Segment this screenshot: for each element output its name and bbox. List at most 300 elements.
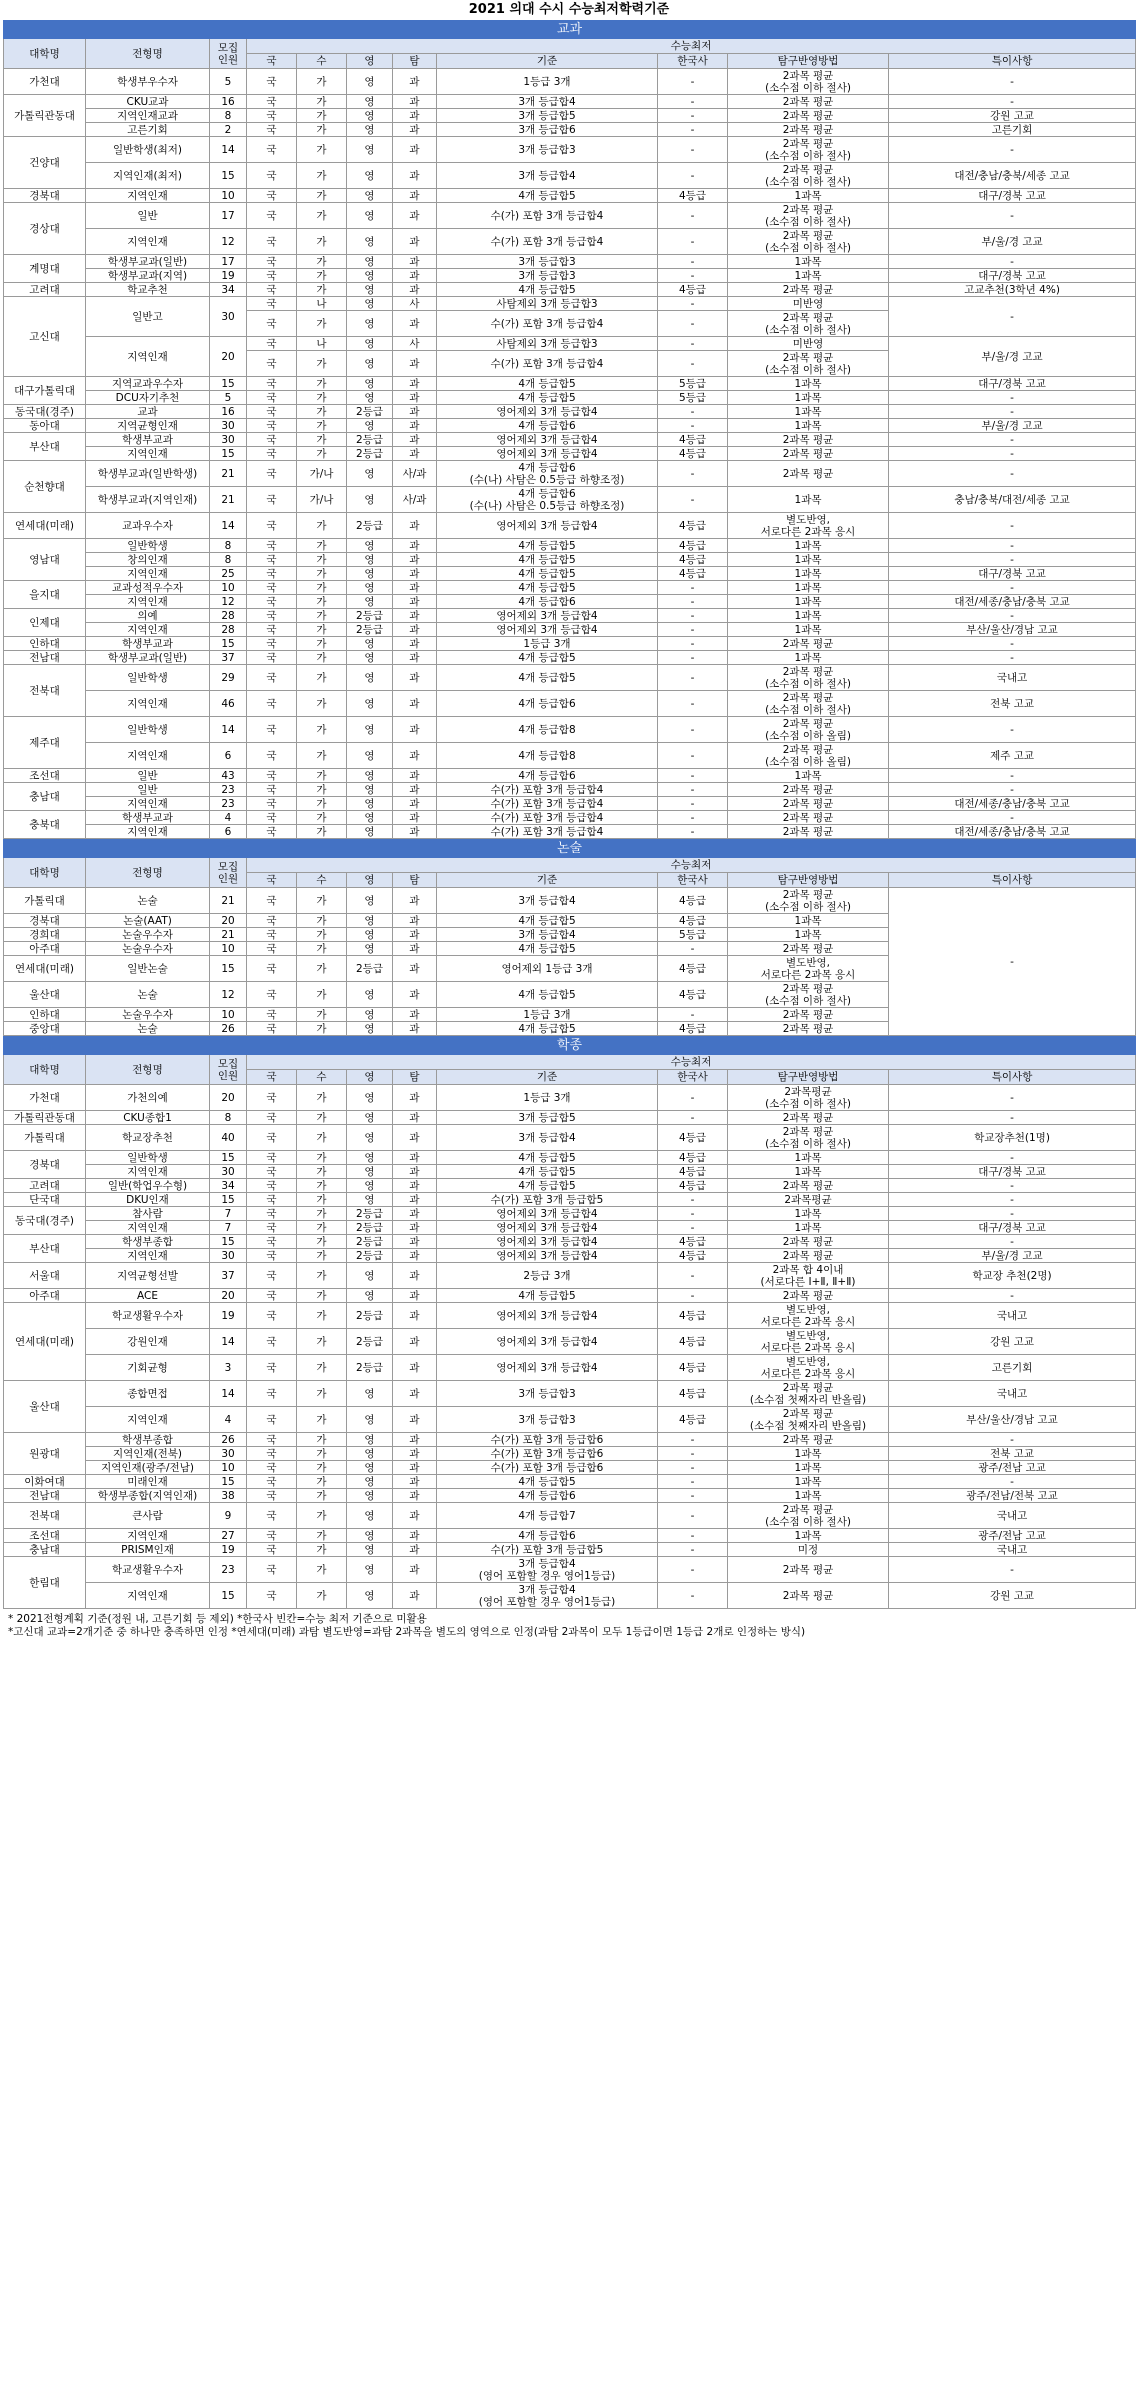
history-cell: 4등급: [658, 1407, 728, 1433]
recruit-cell: 15: [210, 1475, 247, 1489]
method-cell: 2과목 평균 (소수점 이하 절사): [728, 69, 889, 95]
univ-cell: 단국대: [4, 1193, 86, 1207]
table-row: [4, 337, 1136, 351]
subject-math-cell: 가: [297, 769, 347, 783]
recruit-cell: 14: [210, 717, 247, 743]
table-row: [4, 1447, 1136, 1461]
criteria-cell: 3개 등급합4: [437, 163, 658, 189]
method-cell: 2과목 합 4이내 (서로다른 Ⅰ+Ⅱ, Ⅱ+Ⅱ): [728, 1263, 889, 1289]
subject-math-cell: 가: [297, 1111, 347, 1125]
subject-inq-cell: 과: [393, 783, 437, 797]
note-cell: 대전/세종/충남/충북 고교: [889, 595, 1136, 609]
method-cell: 2과목 평균: [728, 1583, 889, 1609]
subject-kor-cell: 국: [247, 1447, 297, 1461]
history-cell: -: [658, 487, 728, 513]
method-cell: 2과목 평균: [728, 825, 889, 839]
method-cell: 2과목 평균 (소수점 이하 절사): [728, 163, 889, 189]
subject-inq-cell: 과: [393, 1022, 437, 1036]
table-row: [4, 1165, 1136, 1179]
header-subject: 탐: [393, 873, 437, 888]
criteria-cell: 영어제외 3개 등급합4: [437, 405, 658, 419]
subject-math-cell: 가: [297, 283, 347, 297]
header-subject: 영: [347, 1070, 393, 1085]
note-cell: -: [889, 447, 1136, 461]
recruit-cell: 7: [210, 1221, 247, 1235]
method-cell: 1과목: [728, 391, 889, 405]
criteria-cell: 사탐제외 3개 등급합3: [437, 297, 658, 311]
univ-cell: 영남대: [4, 539, 86, 581]
history-cell: 4등급: [658, 1179, 728, 1193]
type-cell: 참사람: [86, 1207, 210, 1221]
univ-cell: 연세대(미래): [4, 1303, 86, 1381]
method-cell: 1과목: [728, 1207, 889, 1221]
type-cell: 지역인재: [86, 1583, 210, 1609]
subject-math-cell: 가: [297, 163, 347, 189]
subject-inq-cell: 과: [393, 391, 437, 405]
recruit-cell: 12: [210, 982, 247, 1008]
type-cell: 일반학생: [86, 539, 210, 553]
type-cell: CKU교과: [86, 95, 210, 109]
table-row: [4, 1179, 1136, 1193]
univ-cell: 가톨릭대: [4, 1125, 86, 1151]
recruit-cell: 6: [210, 743, 247, 769]
subject-math-cell: 가: [297, 928, 347, 942]
subject-inq-cell: 과: [393, 825, 437, 839]
type-cell: 지역인재: [86, 1529, 210, 1543]
subject-kor-cell: 국: [247, 1381, 297, 1407]
subject-eng-cell: 영: [347, 769, 393, 783]
note-cell: -: [889, 461, 1136, 487]
criteria-cell: 4개 등급합5: [437, 651, 658, 665]
table-row: [4, 1193, 1136, 1207]
history-cell: -: [658, 229, 728, 255]
criteria-cell: 3개 등급합4: [437, 888, 658, 914]
univ-cell: 순천향대: [4, 461, 86, 513]
subject-eng-cell: 영: [347, 95, 393, 109]
method-cell: 1과목: [728, 1461, 889, 1475]
subject-math-cell: 가: [297, 1407, 347, 1433]
subject-math-cell: 가: [297, 419, 347, 433]
note-cell: -: [889, 1193, 1136, 1207]
note-cell: -: [889, 783, 1136, 797]
method-cell: 2과목 평균 (소수점 이하 올림): [728, 743, 889, 769]
history-cell: -: [658, 637, 728, 651]
recruit-cell: 30: [210, 297, 247, 337]
subject-inq-cell: 과: [393, 581, 437, 595]
type-cell: 일반학생: [86, 1151, 210, 1165]
subject-kor-cell: 국: [247, 377, 297, 391]
recruit-cell: 23: [210, 1557, 247, 1583]
type-cell: 지역인재(전북): [86, 1447, 210, 1461]
subject-inq-cell: 과: [393, 717, 437, 743]
method-cell: 미반영: [728, 337, 889, 351]
univ-cell: 아주대: [4, 1289, 86, 1303]
table-row: [4, 1557, 1136, 1583]
method-cell: 2과목 평균 (소수점 이하 절사): [728, 203, 889, 229]
method-cell: 1과목: [728, 1151, 889, 1165]
note-cell: -: [889, 203, 1136, 229]
note-cell: 부산/울산/경남 고교: [889, 1407, 1136, 1433]
subject-eng-cell: 영: [347, 928, 393, 942]
subject-math-cell: 가: [297, 189, 347, 203]
type-cell: ACE: [86, 1289, 210, 1303]
type-cell: 학생부교과: [86, 811, 210, 825]
method-cell: 2과목 평균: [728, 942, 889, 956]
table-row: [4, 665, 1136, 691]
type-cell: 창의인재: [86, 553, 210, 567]
section-table: [3, 839, 1136, 1036]
subject-inq-cell: 과: [393, 419, 437, 433]
subject-eng-cell: 영: [347, 419, 393, 433]
subject-math-cell: 가: [297, 1381, 347, 1407]
univ-cell: 한림대: [4, 1557, 86, 1609]
table-row: [4, 1207, 1136, 1221]
recruit-cell: 20: [210, 1085, 247, 1111]
recruit-cell: 16: [210, 95, 247, 109]
univ-cell: 가톨릭관동대: [4, 95, 86, 137]
note-cell: 전북 고교: [889, 691, 1136, 717]
type-cell: 지역인재: [86, 595, 210, 609]
subject-inq-cell: 과: [393, 1557, 437, 1583]
table-row: [4, 1235, 1136, 1249]
subject-math-cell: 가: [297, 1289, 347, 1303]
table-row: [4, 255, 1136, 269]
note-cell: 부산/울산/경남 고교: [889, 623, 1136, 637]
criteria-cell: 영어제외 3개 등급합4: [437, 1355, 658, 1381]
type-cell: 일반: [86, 783, 210, 797]
subject-kor-cell: 국: [247, 769, 297, 783]
subject-math-cell: 가: [297, 691, 347, 717]
note-cell: 강원 고교: [889, 1583, 1136, 1609]
subject-math-cell: 가: [297, 743, 347, 769]
subject-math-cell: 가: [297, 1529, 347, 1543]
recruit-cell: 14: [210, 1381, 247, 1407]
subject-kor-cell: 국: [247, 651, 297, 665]
subject-eng-cell: 영: [347, 1475, 393, 1489]
history-cell: -: [658, 1263, 728, 1289]
subject-math-cell: 가: [297, 914, 347, 928]
subject-math-cell: 가: [297, 1503, 347, 1529]
type-cell: 논술: [86, 888, 210, 914]
method-cell: 1과목: [728, 255, 889, 269]
section-title: 논술: [4, 840, 1136, 858]
subject-math-cell: 가: [297, 581, 347, 595]
criteria-cell: 4개 등급합5: [437, 553, 658, 567]
univ-cell: 전남대: [4, 1489, 86, 1503]
criteria-cell: 수(가) 포함 3개 등급합4: [437, 825, 658, 839]
method-cell: 2과목 평균 (소수점 이하 절사): [728, 311, 889, 337]
subject-kor-cell: 국: [247, 461, 297, 487]
note-cell: 대전/세종/충남/충북 고교: [889, 825, 1136, 839]
type-cell: 지역인재: [86, 189, 210, 203]
subject-math-cell: 가: [297, 69, 347, 95]
method-cell: 1과목: [728, 1447, 889, 1461]
univ-cell: 고려대: [4, 1179, 86, 1193]
univ-cell: 경북대: [4, 914, 86, 928]
method-cell: 1과목: [728, 553, 889, 567]
subject-inq-cell: 과: [393, 447, 437, 461]
history-cell: -: [658, 609, 728, 623]
type-cell: 교과성적우수자: [86, 581, 210, 595]
note-cell: -: [889, 513, 1136, 539]
criteria-cell: 4개 등급합5: [437, 1151, 658, 1165]
subject-inq-cell: 과: [393, 1489, 437, 1503]
subject-kor-cell: 국: [247, 1221, 297, 1235]
subject-eng-cell: 영: [347, 1263, 393, 1289]
criteria-cell: 4개 등급합5: [437, 189, 658, 203]
method-cell: 1과목: [728, 595, 889, 609]
subject-inq-cell: 과: [393, 1381, 437, 1407]
header-note: 특이사항: [889, 54, 1136, 69]
subject-kor-cell: 국: [247, 487, 297, 513]
subject-eng-cell: 2등급: [347, 623, 393, 637]
criteria-cell: 4개 등급합5: [437, 567, 658, 581]
criteria-cell: 영어제외 3개 등급합4: [437, 1249, 658, 1263]
criteria-cell: 3개 등급합4: [437, 928, 658, 942]
recruit-cell: 30: [210, 419, 247, 433]
history-cell: -: [658, 797, 728, 811]
recruit-cell: 15: [210, 163, 247, 189]
method-cell: 2과목 평균: [728, 1289, 889, 1303]
note-cell: 국내고: [889, 1543, 1136, 1557]
subject-inq-cell: 과: [393, 553, 437, 567]
table-row: [4, 461, 1136, 487]
history-cell: 4등급: [658, 1022, 728, 1036]
table-row: [4, 567, 1136, 581]
subject-kor-cell: 국: [247, 637, 297, 651]
subject-kor-cell: 국: [247, 914, 297, 928]
note-cell: 고른기회: [889, 123, 1136, 137]
univ-cell: 동아대: [4, 419, 86, 433]
criteria-cell: 수(가) 포함 3개 등급합4: [437, 797, 658, 811]
table-row: [4, 1543, 1136, 1557]
subject-inq-cell: 과: [393, 1008, 437, 1022]
note-cell: 광주/전남 고교: [889, 1461, 1136, 1475]
criteria-cell: 4개 등급합6: [437, 1489, 658, 1503]
subject-inq-cell: 과: [393, 1179, 437, 1193]
subject-inq-cell: 과: [393, 203, 437, 229]
subject-kor-cell: 국: [247, 351, 297, 377]
note-cell: 광주/전남 고교: [889, 1529, 1136, 1543]
subject-inq-cell: 과: [393, 1583, 437, 1609]
subject-eng-cell: 영: [347, 825, 393, 839]
header-csat: 수능최저: [247, 39, 1136, 54]
subject-inq-cell: 과: [393, 351, 437, 377]
subject-kor-cell: 국: [247, 1235, 297, 1249]
note-cell: -: [889, 1207, 1136, 1221]
method-cell: 1과목: [728, 928, 889, 942]
subject-inq-cell: 과: [393, 109, 437, 123]
header-method: 탐구반영방법: [728, 1070, 889, 1085]
table-row: [4, 229, 1136, 255]
recruit-cell: 28: [210, 609, 247, 623]
table-row: [4, 1583, 1136, 1609]
criteria-cell: 4개 등급합8: [437, 743, 658, 769]
table-row: [4, 283, 1136, 297]
recruit-cell: 15: [210, 1583, 247, 1609]
criteria-cell: 영어제외 3개 등급합4: [437, 513, 658, 539]
subject-inq-cell: 과: [393, 1461, 437, 1475]
method-cell: 2과목 평균: [728, 433, 889, 447]
subject-math-cell: 가: [297, 137, 347, 163]
subject-inq-cell: 과: [393, 95, 437, 109]
subject-kor-cell: 국: [247, 1329, 297, 1355]
recruit-cell: 21: [210, 487, 247, 513]
subject-eng-cell: 영: [347, 109, 393, 123]
criteria-cell: 4개 등급합6: [437, 769, 658, 783]
subject-kor-cell: 국: [247, 567, 297, 581]
subject-inq-cell: 사/과: [393, 487, 437, 513]
note-cell: 대구/경북 고교: [889, 377, 1136, 391]
history-cell: 4등급: [658, 1303, 728, 1329]
type-cell: 학생부교과(지역): [86, 269, 210, 283]
type-cell: 지역인재: [86, 1407, 210, 1433]
history-cell: 4등급: [658, 1329, 728, 1355]
table-row: [4, 163, 1136, 189]
history-cell: -: [658, 769, 728, 783]
subject-math-cell: 가: [297, 513, 347, 539]
subject-eng-cell: 2등급: [347, 609, 393, 623]
recruit-cell: 17: [210, 203, 247, 229]
type-cell: 논술우수자: [86, 942, 210, 956]
subject-inq-cell: 과: [393, 1289, 437, 1303]
subject-eng-cell: 영: [347, 1289, 393, 1303]
method-cell: 2과목 평균 (소수점 첫째자리 반올림): [728, 1407, 889, 1433]
criteria-cell: 영어제외 3개 등급합4: [437, 623, 658, 637]
header-csat: 수능최저: [247, 858, 1136, 873]
subject-inq-cell: 과: [393, 1503, 437, 1529]
criteria-cell: 1등급 3개: [437, 1008, 658, 1022]
subject-kor-cell: 국: [247, 137, 297, 163]
type-cell: 학교추천: [86, 283, 210, 297]
subject-kor-cell: 국: [247, 69, 297, 95]
method-cell: 1과목: [728, 1475, 889, 1489]
header-recruit: 모집 인원: [210, 1055, 247, 1085]
subject-kor-cell: 국: [247, 297, 297, 311]
subject-kor-cell: 국: [247, 982, 297, 1008]
subject-inq-cell: 과: [393, 1193, 437, 1207]
subject-math-cell: 가: [297, 1263, 347, 1289]
type-cell: 학생부교과(일반학생): [86, 461, 210, 487]
recruit-cell: 8: [210, 553, 247, 567]
table-row: [4, 419, 1136, 433]
type-cell: 논술(AAT): [86, 914, 210, 928]
criteria-cell: 4개 등급합5: [437, 942, 658, 956]
history-cell: -: [658, 1221, 728, 1235]
recruit-cell: 5: [210, 69, 247, 95]
history-cell: 4등급: [658, 914, 728, 928]
table-row: [4, 433, 1136, 447]
method-cell: 1과목: [728, 539, 889, 553]
subject-math-cell: 가: [297, 1355, 347, 1381]
criteria-cell: 수(가) 포함 3개 등급합6: [437, 1433, 658, 1447]
type-cell: 지역인재: [86, 1221, 210, 1235]
univ-cell: 계명대: [4, 255, 86, 283]
subject-eng-cell: 영: [347, 1085, 393, 1111]
subject-inq-cell: 과: [393, 229, 437, 255]
univ-cell: 원광대: [4, 1433, 86, 1475]
subject-kor-cell: 국: [247, 1111, 297, 1125]
history-cell: -: [658, 1111, 728, 1125]
recruit-cell: 15: [210, 956, 247, 982]
method-cell: 2과목 평균: [728, 1008, 889, 1022]
recruit-cell: 30: [210, 1165, 247, 1179]
header-subject: 국: [247, 873, 297, 888]
note-cell: 광주/전남/전북 고교: [889, 1489, 1136, 1503]
subject-inq-cell: 과: [393, 1125, 437, 1151]
subject-math-cell: 가: [297, 1022, 347, 1036]
type-cell: 지역인재: [86, 567, 210, 581]
subject-eng-cell: 영: [347, 487, 393, 513]
history-cell: -: [658, 269, 728, 283]
subject-math-cell: 가: [297, 1329, 347, 1355]
subject-kor-cell: 국: [247, 95, 297, 109]
table-row: [4, 888, 1136, 914]
criteria-cell: 4개 등급합5: [437, 539, 658, 553]
method-cell: 1과목: [728, 405, 889, 419]
univ-cell: 동국대(경주): [4, 1207, 86, 1235]
history-cell: -: [658, 743, 728, 769]
subject-math-cell: 가: [297, 567, 347, 581]
subject-inq-cell: 과: [393, 956, 437, 982]
recruit-cell: 15: [210, 447, 247, 461]
subject-math-cell: 가: [297, 311, 347, 337]
table-row: [4, 487, 1136, 513]
type-cell: 학생부교과(지역인재): [86, 487, 210, 513]
recruit-cell: 10: [210, 1461, 247, 1475]
history-cell: -: [658, 203, 728, 229]
history-cell: 4등급: [658, 433, 728, 447]
method-cell: 미정: [728, 1543, 889, 1557]
subject-inq-cell: 과: [393, 691, 437, 717]
criteria-cell: 3개 등급합3: [437, 1381, 658, 1407]
footnotes: [8, 1613, 1138, 1639]
criteria-cell: 수(가) 포함 3개 등급합4: [437, 203, 658, 229]
table-row: [4, 783, 1136, 797]
subject-eng-cell: 영: [347, 269, 393, 283]
header-hist: 한국사: [658, 873, 728, 888]
recruit-cell: 8: [210, 539, 247, 553]
subject-math-cell: 가: [297, 1165, 347, 1179]
history-cell: -: [658, 351, 728, 377]
recruit-cell: 28: [210, 623, 247, 637]
recruit-cell: 37: [210, 651, 247, 665]
note-cell: -: [889, 95, 1136, 109]
header-subject: 수: [297, 1070, 347, 1085]
subject-kor-cell: 국: [247, 717, 297, 743]
note-cell: 강원 고교: [889, 1329, 1136, 1355]
table-row: [4, 1221, 1136, 1235]
subject-kor-cell: 국: [247, 1193, 297, 1207]
method-cell: 1과목: [728, 609, 889, 623]
table-row: [4, 743, 1136, 769]
history-cell: -: [658, 1489, 728, 1503]
method-cell: 별도반영, 서로다른 2과목 응시: [728, 1303, 889, 1329]
recruit-cell: 19: [210, 1543, 247, 1557]
table-row: [4, 1249, 1136, 1263]
subject-eng-cell: 영: [347, 311, 393, 337]
recruit-cell: 17: [210, 255, 247, 269]
criteria-cell: 1등급 3개: [437, 637, 658, 651]
type-cell: 지역균형선발: [86, 1263, 210, 1289]
subject-eng-cell: 영: [347, 69, 393, 95]
table-row: [4, 1407, 1136, 1433]
header-univ: 대학명: [4, 39, 86, 69]
note-cell: 부/울/경 고교: [889, 419, 1136, 433]
history-cell: -: [658, 1529, 728, 1543]
subject-inq-cell: 과: [393, 513, 437, 539]
note-cell: -: [889, 553, 1136, 567]
